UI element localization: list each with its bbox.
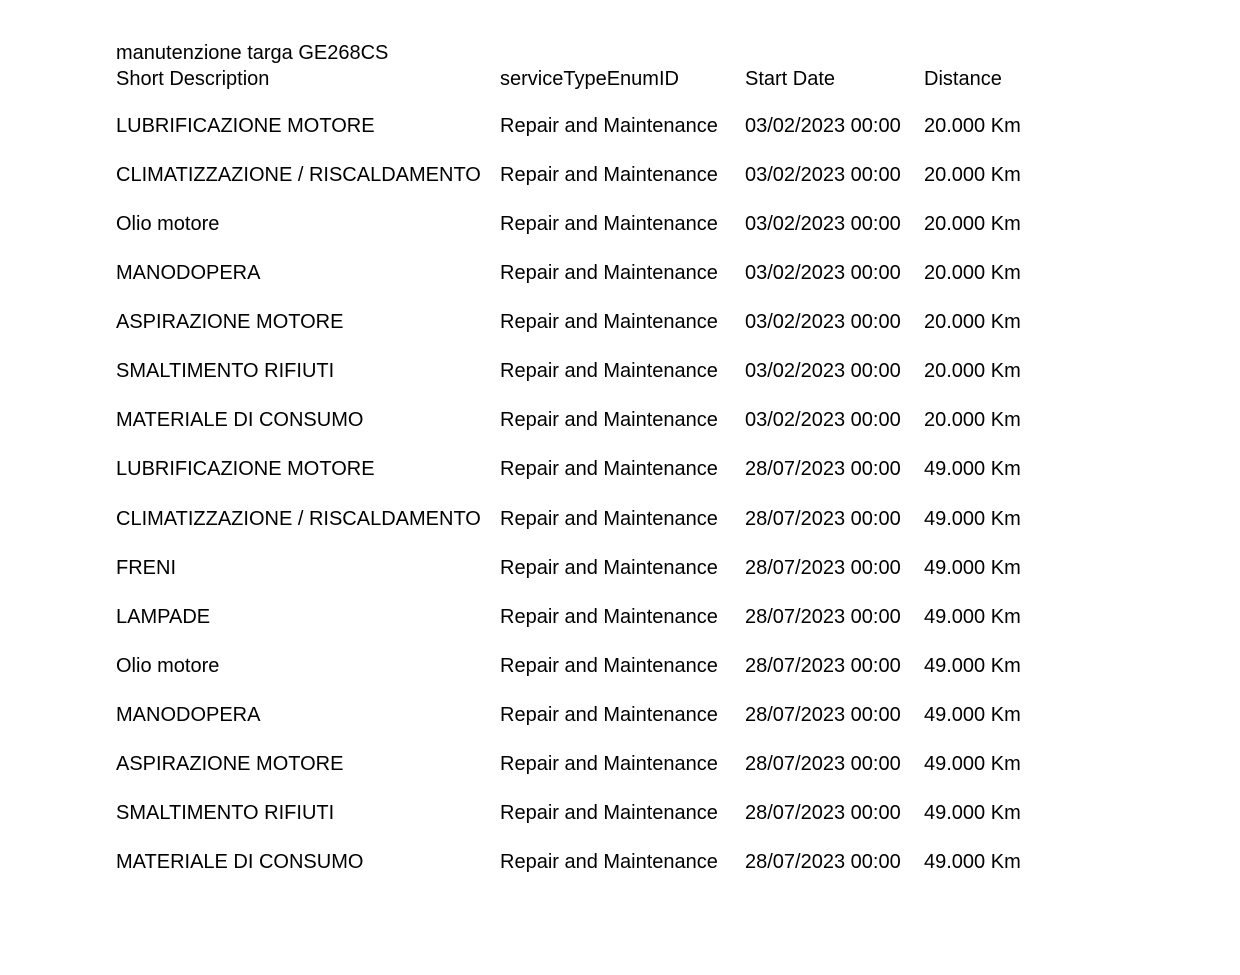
cell-distance: 49.000 Km bbox=[924, 458, 1021, 481]
cell-distance: 49.000 Km bbox=[924, 654, 1021, 677]
cell-start-date: 28/07/2023 00:00 bbox=[745, 605, 901, 628]
cell-distance: 49.000 Km bbox=[924, 752, 1021, 775]
table-row bbox=[116, 249, 1116, 298]
cell-service-type: Repair and Maintenance bbox=[500, 752, 718, 775]
cell-distance: 49.000 Km bbox=[924, 850, 1021, 873]
cell-start-date: 28/07/2023 00:00 bbox=[745, 507, 901, 530]
cell-short-description: MATERIALE DI CONSUMO bbox=[116, 409, 364, 432]
cell-service-type: Repair and Maintenance bbox=[500, 556, 718, 579]
cell-service-type: Repair and Maintenance bbox=[500, 409, 718, 432]
cell-short-description: SMALTIMENTO RIFIUTI bbox=[116, 360, 335, 383]
cell-start-date: 03/02/2023 00:00 bbox=[745, 164, 901, 187]
cell-short-description: CLIMATIZZAZIONE / RISCALDAMENTO bbox=[116, 164, 481, 187]
cell-short-description: LUBRIFICAZIONE MOTORE bbox=[116, 115, 375, 137]
cell-distance: 49.000 Km bbox=[924, 801, 1021, 824]
table-row bbox=[116, 102, 1116, 151]
table-row bbox=[116, 347, 1116, 396]
table-body bbox=[116, 102, 1116, 887]
cell-service-type: Repair and Maintenance bbox=[500, 605, 718, 628]
cell-start-date: 28/07/2023 00:00 bbox=[745, 654, 901, 677]
cell-start-date: 28/07/2023 00:00 bbox=[745, 703, 901, 726]
cell-start-date: 03/02/2023 00:00 bbox=[745, 409, 901, 432]
table-header bbox=[116, 66, 1116, 92]
cell-service-type: Repair and Maintenance bbox=[500, 360, 718, 383]
table-row bbox=[116, 740, 1116, 789]
table-row bbox=[116, 298, 1116, 347]
cell-distance: 20.000 Km bbox=[924, 360, 1021, 383]
table-row bbox=[116, 593, 1116, 642]
table-row bbox=[116, 838, 1116, 887]
cell-distance: 49.000 Km bbox=[924, 703, 1021, 726]
table-row bbox=[116, 642, 1116, 691]
table-row bbox=[116, 495, 1116, 544]
cell-short-description: LAMPADE bbox=[116, 605, 211, 628]
cell-short-description: MATERIALE DI CONSUMO bbox=[116, 850, 364, 873]
cell-start-date: 28/07/2023 00:00 bbox=[745, 850, 901, 873]
cell-service-type: Repair and Maintenance bbox=[500, 115, 718, 137]
column-header-service-type: serviceTypeEnumID bbox=[500, 68, 679, 90]
cell-start-date: 03/02/2023 00:00 bbox=[745, 311, 901, 334]
table-row bbox=[116, 789, 1116, 838]
cell-start-date: 28/07/2023 00:00 bbox=[745, 458, 901, 481]
cell-start-date: 28/07/2023 00:00 bbox=[745, 752, 901, 775]
table-row bbox=[116, 396, 1116, 445]
cell-start-date: 28/07/2023 00:00 bbox=[745, 556, 901, 579]
cell-distance: 20.000 Km bbox=[924, 213, 1021, 236]
column-header-short-description: Short Description bbox=[116, 68, 270, 90]
column-header-distance: Distance bbox=[924, 68, 1002, 90]
cell-distance: 49.000 Km bbox=[924, 507, 1021, 530]
cell-short-description: CLIMATIZZAZIONE / RISCALDAMENTO bbox=[116, 507, 481, 530]
cell-service-type: Repair and Maintenance bbox=[500, 850, 718, 873]
cell-service-type: Repair and Maintenance bbox=[500, 801, 718, 824]
cell-service-type: Repair and Maintenance bbox=[500, 703, 718, 726]
cell-service-type: Repair and Maintenance bbox=[500, 654, 718, 677]
cell-distance: 20.000 Km bbox=[924, 164, 1021, 187]
cell-distance: 20.000 Km bbox=[924, 311, 1021, 334]
table-row bbox=[116, 691, 1116, 740]
cell-start-date: 03/02/2023 00:00 bbox=[745, 115, 901, 137]
cell-service-type: Repair and Maintenance bbox=[500, 164, 718, 187]
cell-service-type: Repair and Maintenance bbox=[500, 213, 718, 236]
cell-short-description: MANODOPERA bbox=[116, 262, 261, 285]
cell-service-type: Repair and Maintenance bbox=[500, 262, 718, 285]
cell-distance: 20.000 Km bbox=[924, 262, 1021, 285]
cell-start-date: 03/02/2023 00:00 bbox=[745, 213, 901, 236]
cell-short-description: LUBRIFICAZIONE MOTORE bbox=[116, 458, 375, 481]
cell-service-type: Repair and Maintenance bbox=[500, 458, 718, 481]
cell-distance: 49.000 Km bbox=[924, 605, 1021, 628]
cell-distance: 20.000 Km bbox=[924, 409, 1021, 432]
cell-short-description: Olio motore bbox=[116, 213, 220, 236]
table-row bbox=[116, 200, 1116, 249]
cell-distance: 20.000 Km bbox=[924, 115, 1021, 137]
cell-short-description: MANODOPERA bbox=[116, 703, 261, 726]
cell-short-description: ASPIRAZIONE MOTORE bbox=[116, 311, 344, 334]
cell-short-description: Olio motore bbox=[116, 654, 220, 677]
table-row bbox=[116, 544, 1116, 593]
cell-short-description: FRENI bbox=[116, 556, 176, 579]
table-row bbox=[116, 151, 1116, 200]
table-row bbox=[116, 445, 1116, 494]
cell-service-type: Repair and Maintenance bbox=[500, 311, 718, 334]
cell-start-date: 03/02/2023 00:00 bbox=[745, 360, 901, 383]
cell-distance: 49.000 Km bbox=[924, 556, 1021, 579]
cell-service-type: Repair and Maintenance bbox=[500, 507, 718, 530]
column-header-start-date: Start Date bbox=[745, 68, 836, 90]
cell-short-description: SMALTIMENTO RIFIUTI bbox=[116, 801, 335, 824]
cell-start-date: 28/07/2023 00:00 bbox=[745, 801, 901, 824]
report-title: manutenzione targa GE268CS bbox=[116, 42, 389, 64]
maintenance-report bbox=[116, 40, 1116, 887]
cell-start-date: 03/02/2023 00:00 bbox=[745, 262, 901, 285]
cell-short-description: ASPIRAZIONE MOTORE bbox=[116, 752, 344, 775]
